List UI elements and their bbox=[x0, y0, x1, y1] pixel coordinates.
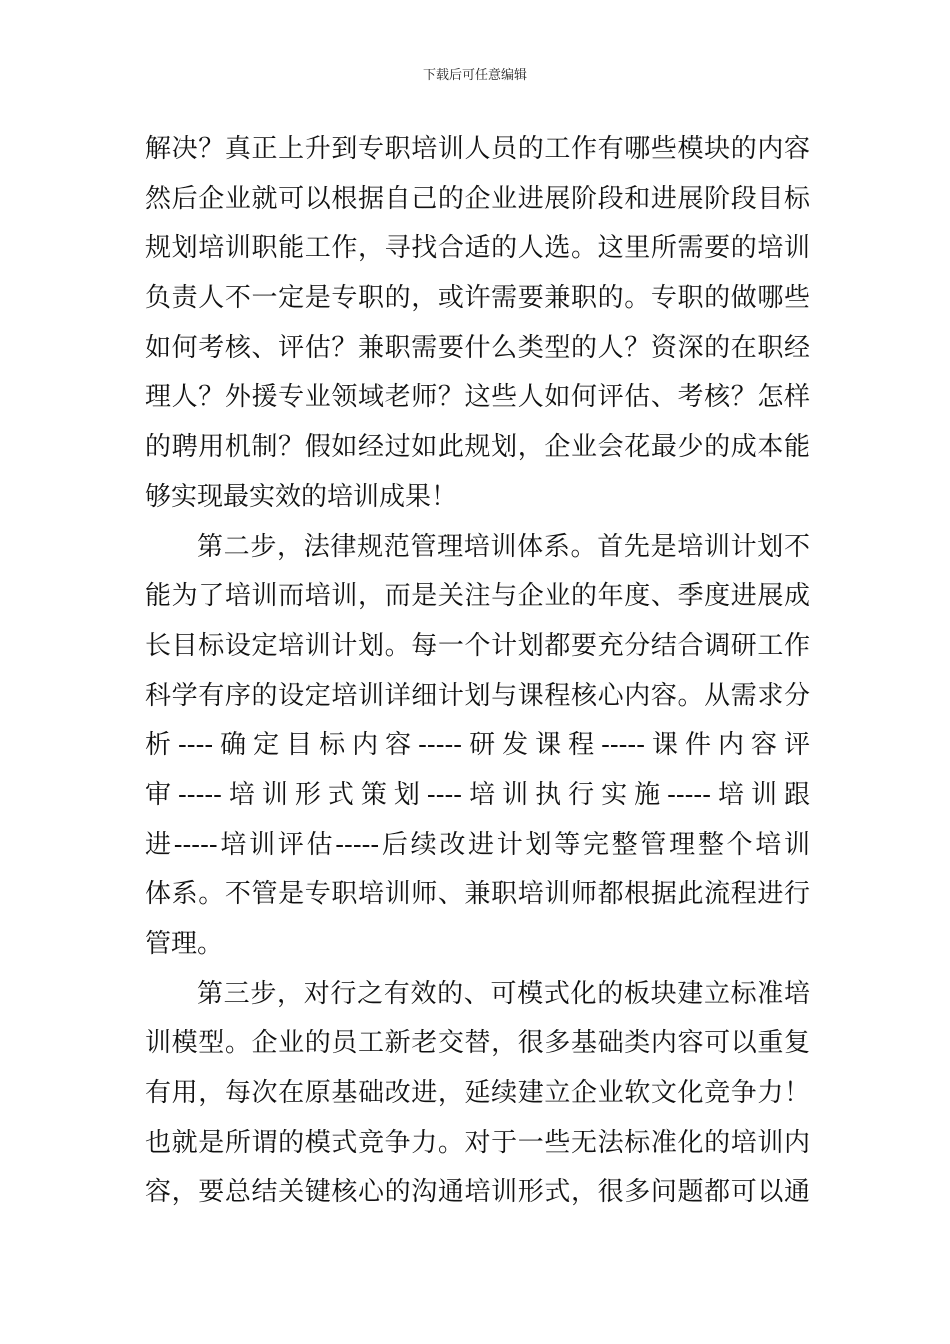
text-line: 也就是所谓的模式竞争力。对于一些无法标准化的培训内 bbox=[145, 1127, 810, 1158]
text-line: 长目标设定培训计划。每一个计划都要充分结合调研工作 bbox=[145, 630, 810, 661]
text-line: 析----确定目标内容-----研发课程-----课件内容评 bbox=[145, 730, 810, 761]
text-line: 然后企业就可以根据自己的企业进展阶段和进展阶段目标 bbox=[145, 183, 810, 214]
text-line: 管理。 bbox=[145, 929, 224, 959]
text-line: 有用，每次在原基础改进，延续建立企业软文化竞争力！ bbox=[145, 1078, 810, 1109]
text-line: 够实现最实效的培训成果！ bbox=[145, 481, 458, 512]
body-text bbox=[145, 125, 810, 1218]
text-line: 能为了培训而培训，而是关注与企业的年度、季度进展成 bbox=[145, 581, 810, 612]
text-line: 科学有序的设定培训详细计划与课程核心内容。从需求分 bbox=[145, 680, 810, 711]
text-line: 理人？外援专业领域老师？这些人如何评估、考核？怎样 bbox=[145, 382, 810, 413]
text-line: 进-----培训评估-----后续改进计划等完整管理整个培训 bbox=[145, 829, 810, 860]
text-line: 第三步，对行之有效的、可模式化的板块建立标准培 bbox=[197, 978, 810, 1009]
text-line: 第二步，法律规范管理培训体系。首先是培训计划不 bbox=[197, 531, 810, 562]
text-line: 训模型。企业的员工新老交替，很多基础类内容可以重复 bbox=[145, 1028, 810, 1059]
text-line: 体系。不管是专职培训师、兼职培训师都根据此流程进行 bbox=[145, 879, 810, 910]
text-line: 审-----培训形式策划----培训执行实施-----培训跟 bbox=[145, 779, 810, 810]
text-line: 规划培训职能工作，寻找合适的人选。这里所需要的培训 bbox=[145, 233, 810, 264]
page-header: 下载后可任意编辑 bbox=[422, 68, 527, 83]
text-line: 容，要总结关键核心的沟通培训形式，很多问题都可以通 bbox=[145, 1177, 810, 1208]
text-line: 如何考核、评估？兼职需要什么类型的人？资深的在职经 bbox=[145, 332, 810, 363]
text-line: 的聘用机制？假如经过如此规划，企业会花最少的成本能 bbox=[145, 432, 810, 463]
text-line: 解决？真正上升到专职培训人员的工作有哪些模块的内容 bbox=[145, 134, 810, 164]
text-line: 负责人不一定是专职的，或许需要兼职的。专职的做哪些 bbox=[145, 283, 810, 314]
